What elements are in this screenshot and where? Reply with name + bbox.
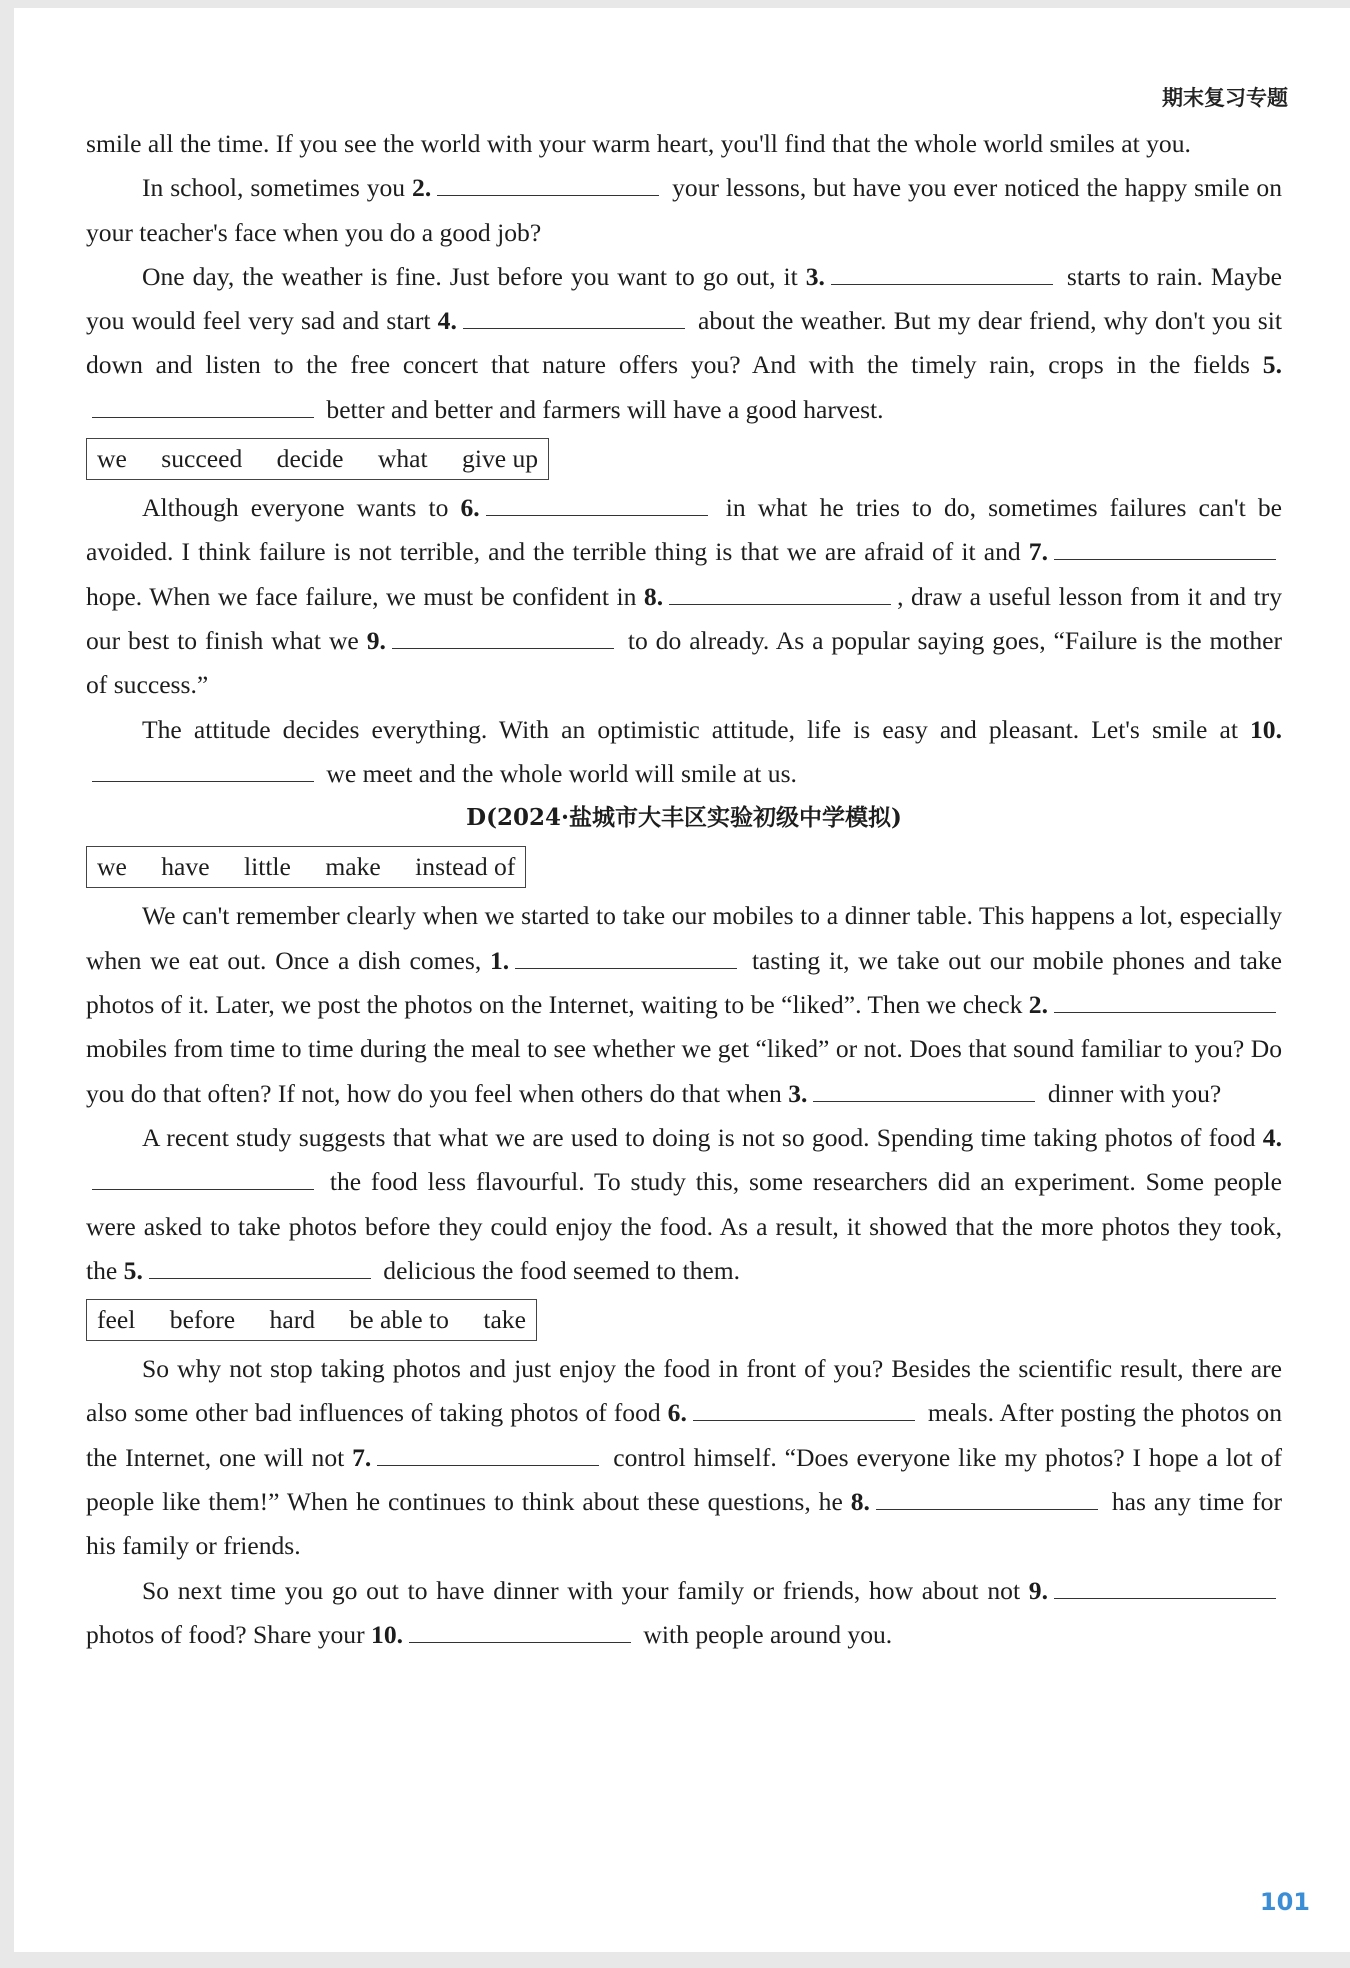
word-bank-item: hard <box>269 1305 316 1335</box>
answer-blank-d6[interactable] <box>693 1396 915 1421</box>
blank-number: 9. <box>1028 1575 1048 1605</box>
answer-blank-d5[interactable] <box>149 1254 371 1279</box>
answer-blank-d2[interactable] <box>1054 988 1276 1013</box>
answer-blank-d7[interactable] <box>377 1441 599 1466</box>
answer-blank-c4[interactable] <box>463 304 685 329</box>
answer-blank-d3[interactable] <box>813 1077 1035 1102</box>
answer-blank-c7[interactable] <box>1054 535 1276 560</box>
section-header-tag: 期末复习专题 <box>1162 86 1288 110</box>
passage-content <box>86 122 1282 1657</box>
answer-blank-c3[interactable] <box>831 260 1053 285</box>
word-bank-item: we <box>97 852 127 882</box>
word-bank-item: take <box>483 1305 526 1335</box>
blank-number: 3. <box>805 261 825 291</box>
answer-blank-d4[interactable] <box>92 1165 314 1190</box>
answer-blank-c5[interactable] <box>92 393 314 418</box>
word-bank-item: succeed <box>161 444 243 474</box>
worksheet-page <box>14 8 1350 1952</box>
word-bank-item: be able to <box>349 1305 449 1335</box>
word-bank-item: give up <box>462 444 539 474</box>
blank-number: 2. <box>412 173 432 203</box>
answer-blank-d1[interactable] <box>515 944 737 969</box>
passage-c-paragraph-1: smile all the time. If you see the world with your warm heart, you'll find that the whole world smiles at you. <box>86 129 1191 158</box>
blank-number: 4. <box>1262 1122 1282 1152</box>
word-bank-item: have <box>161 852 210 882</box>
word-bank-item: little <box>243 852 291 882</box>
blank-number: 7. <box>352 1442 372 1472</box>
passage-d-paragraph-4: So next time you go out to have dinner with your family or friends, how about not 9. photos of food? Share your 10. with people around you. <box>86 1569 1282 1658</box>
passage-d-paragraph-1: We can't remember clearly when we started to take our mobiles to a dinner table. This happens a lot, especially when we eat out. Once a dish comes, 1. tasting it, we take out our mobile phones and take photos of it. Later, we post the photos on the Internet, waiting to be “liked”. Then we check 2. mobiles from time to time during the meal to see whether we get “liked” or not. Does that sound familiar to you? Do you do that often? If not, how do you feel when others do that when 3. dinner with you? <box>86 901 1282 1108</box>
answer-blank-c9[interactable] <box>392 624 614 649</box>
blank-number: 5. <box>1262 350 1282 380</box>
answer-blank-c2[interactable] <box>437 171 659 196</box>
passage-d-paragraph-2: A recent study suggests that what we are used to doing is not so good. Spending time taking photos of food 4. the food less flavourful. To study this, some researchers did an experiment. Some people were asked to take photos before they could enjoy the food. As a result, it showed that the more photos they took, the 5. delicious the food seemed to them. <box>86 1122 1282 1285</box>
answer-blank-d9[interactable] <box>1054 1574 1276 1599</box>
answer-blank-d8[interactable] <box>876 1485 1098 1510</box>
blank-number: 6. <box>667 1398 687 1428</box>
answer-blank-c10[interactable] <box>92 757 314 782</box>
passage-d-title: D(2024·盐城市大丰区实验初级中学模拟) <box>466 804 902 832</box>
blank-number: 10. <box>1250 714 1282 744</box>
answer-blank-d10[interactable] <box>409 1618 631 1643</box>
blank-number: 8. <box>643 581 664 611</box>
blank-number: 2. <box>1028 990 1048 1020</box>
word-bank-item: before <box>169 1305 236 1335</box>
passage-d-paragraph-3: So why not stop taking photos and just enjoy the food in front of you? Besides the scientific result, there are also some other bad influences of taking photos of food 6. meals. After posting the photos on the Internet, one will not 7. control himself. “Does everyone like my photos? I hope a lot of people like them!” When he continues to think about these questions, he 8. has any time for his family or friends. <box>86 1354 1282 1561</box>
blank-number: 8. <box>850 1487 870 1517</box>
blank-number: 10. <box>371 1619 404 1649</box>
passage-c-paragraph-3: One day, the weather is fine. Just before you want to go out, it 3. starts to rain. Maybe you would feel very sad and start 4. about the weather. But my dear friend, why don't you sit down and listen to the free concert that nature offers you? And with the timely rain, crops in the fields 5. better and better and farmers will have a good harvest. <box>86 261 1282 424</box>
blank-number: 3. <box>788 1078 808 1108</box>
word-bank-item: instead of <box>415 852 516 882</box>
word-bank-item: make <box>325 852 381 882</box>
word-bank-item: feel <box>97 1305 136 1335</box>
word-bank-item: decide <box>276 444 344 474</box>
word-bank-box-d1 <box>86 846 526 888</box>
word-bank-box-c2 <box>86 438 549 480</box>
passage-c-paragraph-4: Although everyone wants to 6. in what he tries to do, sometimes failures can't be avoided. I think failure is not terrible, and the terrible thing is that we are afraid of it and 7. hope. When we face failure, we must be confident in 8. , draw a useful lesson from it and try our best to finish what we 9. to do already. As a popular saying goes, “Failure is the mother of success.” <box>86 493 1282 700</box>
blank-number: 9. <box>366 625 386 655</box>
word-bank-item: we <box>97 444 127 474</box>
word-bank-box-d2 <box>86 1299 537 1341</box>
blank-number: 1. <box>490 945 510 975</box>
blank-number: 7. <box>1028 537 1048 567</box>
passage-c-paragraph-5: The attitude decides everything. With an optimistic attitude, life is easy and pleasant. Let's smile at 10. we meet and the whole world will smile at us. <box>86 708 1282 797</box>
answer-blank-c6[interactable] <box>486 491 708 516</box>
answer-blank-c8[interactable] <box>669 580 891 605</box>
blank-number: 5. <box>123 1255 143 1285</box>
blank-number: 6. <box>460 493 480 523</box>
page-number: 101 <box>1259 1888 1310 1916</box>
word-bank-item: what <box>377 444 428 474</box>
blank-number: 4. <box>437 306 457 336</box>
passage-c-paragraph-2: In school, sometimes you 2. your lessons, but have you ever noticed the happy smile on your teacher's face when you do a good job? <box>86 173 1283 247</box>
